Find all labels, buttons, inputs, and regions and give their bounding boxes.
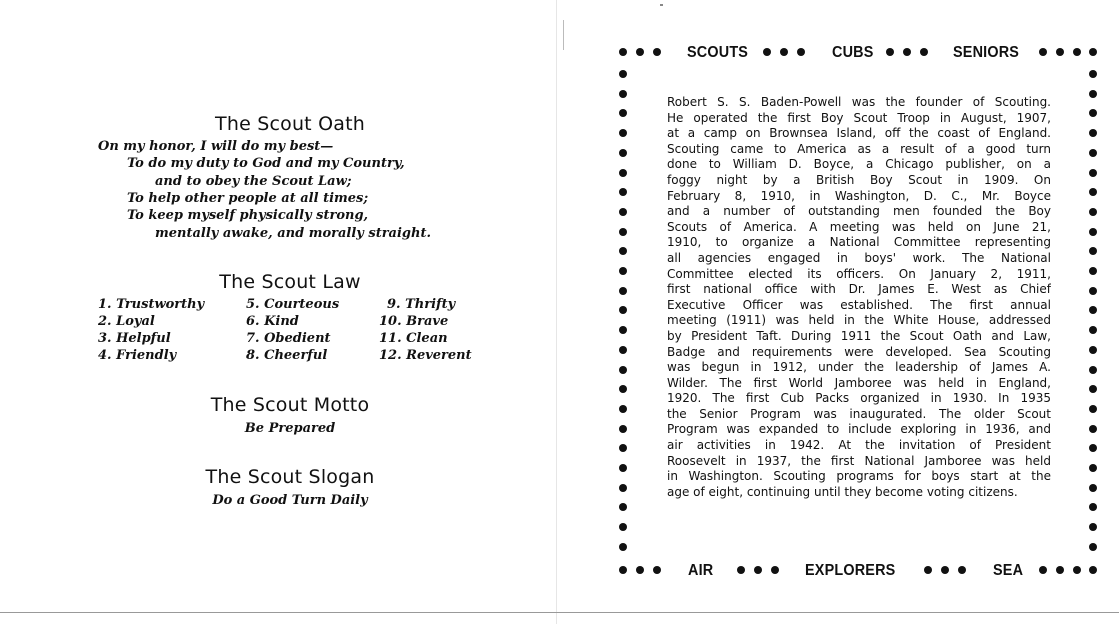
history-line: meeting (1911) was held in the White House, addressed: [667, 313, 1051, 328]
border-dot: [1039, 566, 1047, 574]
history-line: and a number of outstanding men founded the Boy: [667, 204, 1051, 219]
slogan-text: Do a Good Turn Daily: [212, 493, 368, 508]
border-dot: [1089, 405, 1097, 413]
border-dot: [619, 247, 627, 255]
history-line: in Washington. Scouting programs for boys start at the: [667, 469, 1051, 484]
history-line: air activities in 1942. At the invitation of President: [667, 438, 1051, 453]
oath-line: To keep myself physically strong,: [127, 208, 369, 223]
border-dot: [1089, 566, 1097, 574]
law-item: 5. Courteous: [246, 297, 340, 312]
law-item: 8. Cheerful: [246, 348, 328, 363]
border-dot: [619, 366, 627, 374]
border-dot: [619, 405, 627, 413]
border-dot: [1073, 566, 1081, 574]
law-item: 6. Kind: [246, 314, 299, 329]
border-dot: [619, 503, 627, 511]
law-item: 7. Obedient: [246, 331, 331, 346]
law-item: 9. Thrifty: [387, 297, 456, 312]
border-dot: [1089, 543, 1097, 551]
border-dot: [1073, 48, 1081, 56]
law-item: 1. Trustworthy: [98, 297, 205, 312]
law-title: The Scout Law: [219, 271, 361, 293]
slogan-title: The Scout Slogan: [205, 466, 375, 488]
border-dot: [1039, 48, 1047, 56]
border-dot: [619, 464, 627, 472]
border-dot: [1089, 267, 1097, 275]
history-line: Scouting came to America as a result of a good turn: [667, 141, 1051, 156]
border-dot: [619, 425, 627, 433]
border-dot: [619, 287, 627, 295]
border-dot: [619, 326, 627, 334]
oath-line: and to obey the Scout Law;: [155, 174, 352, 189]
border-dot: [619, 346, 627, 354]
history-line: 1910, to organize a National Committee representing: [667, 235, 1051, 250]
border-dot: [619, 129, 627, 137]
border-dot: [941, 566, 949, 574]
law-item: 11. Clean: [379, 331, 448, 346]
history-line: February 8, 1910, in Washington, D. C., Mr. Boyce: [667, 188, 1051, 203]
border-dot: [1089, 287, 1097, 295]
law-item: 4. Friendly: [98, 348, 177, 363]
border-dot: [619, 543, 627, 551]
border-dot: [636, 48, 644, 56]
law-item: 3. Helpful: [98, 331, 171, 346]
label-air: AIR: [688, 562, 714, 579]
history-line: was begun in 1912, under the leadership of James A.: [667, 360, 1051, 375]
border-dot: [1089, 129, 1097, 137]
border-dot: [763, 48, 771, 56]
border-dot: [619, 208, 627, 216]
border-dot: [1089, 247, 1097, 255]
border-dot: [1089, 366, 1097, 374]
border-dot: [1089, 188, 1097, 196]
border-dot: [1089, 208, 1097, 216]
border-dot: [1089, 326, 1097, 334]
border-dot: [886, 48, 894, 56]
border-dot: [619, 228, 627, 236]
motto-title: The Scout Motto: [210, 394, 370, 416]
law-item: 10. Brave: [379, 314, 449, 329]
oath-line: To do my duty to God and my Country,: [127, 156, 405, 171]
history-line: at a camp on Brownsea Island, off the coast of England.: [667, 126, 1051, 141]
border-dot: [1089, 523, 1097, 531]
border-dot: [653, 48, 661, 56]
border-dot: [754, 566, 762, 574]
history-line: 1920. The first Cub Packs organized in 1930. In 1935: [667, 391, 1051, 406]
history-line: first national office with Dr. James E. West as Chief: [667, 282, 1051, 297]
border-dot: [780, 48, 788, 56]
border-dot: [619, 267, 627, 275]
border-dot: [1089, 48, 1097, 56]
label-seniors: SENIORS: [953, 44, 1020, 61]
border-dot: [1089, 169, 1097, 177]
border-dot: [797, 48, 805, 56]
border-dot: [1056, 48, 1064, 56]
border-dot: [903, 48, 911, 56]
oath-title: The Scout Oath: [215, 113, 365, 135]
border-dot: [619, 566, 627, 574]
oath-line: On my honor, I will do my best—: [98, 139, 334, 154]
border-dot: [1089, 425, 1097, 433]
border-dot: [958, 566, 966, 574]
label-sea: SEA: [993, 562, 1024, 579]
border-dot: [1089, 484, 1097, 492]
border-dot: [1089, 503, 1097, 511]
history-line: He operated the first Boy Scout Troop in August, 1907,: [667, 110, 1051, 125]
border-dot: [619, 188, 627, 196]
law-item: 2. Loyal: [98, 314, 155, 329]
paper-speck: [660, 4, 663, 6]
border-dot: [636, 566, 644, 574]
border-dot: [1089, 464, 1097, 472]
border-dot: [1089, 444, 1097, 452]
border-dot: [619, 444, 627, 452]
border-dot: [619, 70, 627, 78]
label-scouts: SCOUTS: [687, 44, 749, 61]
history-line: Wilder. The first World Jamboree was held in England,: [667, 375, 1051, 390]
border-dot: [619, 109, 627, 117]
history-line: age of eight, continuing until they become voting citizens.: [667, 484, 1018, 499]
motto-text: Be Prepared: [244, 421, 336, 436]
border-dot: [1056, 566, 1064, 574]
bottom-edge-line: [0, 612, 1119, 613]
history-line: all agencies engaged in boys' work. The National: [667, 250, 1051, 265]
history-line: Committee elected its officers. On January 2, 1911,: [667, 266, 1051, 281]
scouting-history-text: [667, 95, 1051, 500]
history-line: Executive Officer was established. The first annual: [667, 297, 1051, 312]
border-dot: [1089, 149, 1097, 157]
label-cubs: CUBS: [832, 44, 874, 61]
border-dot: [619, 169, 627, 177]
border-dot: [1089, 228, 1097, 236]
border-dot: [619, 306, 627, 314]
history-line: foggy night by a British Boy Scout in 1909. On: [667, 172, 1051, 187]
border-dot: [771, 566, 779, 574]
history-line: Robert S. S. Baden-Powell was the founder of Scouting.: [667, 95, 1051, 109]
law-item: 12. Reverent: [379, 348, 472, 363]
border-dot: [619, 385, 627, 393]
border-dot: [619, 90, 627, 98]
border-dot: [1089, 385, 1097, 393]
history-line: Badge and requirements were developed. Sea Scouting: [667, 344, 1051, 359]
border-dot: [1089, 90, 1097, 98]
border-dot: [619, 523, 627, 531]
border-dot: [1089, 346, 1097, 354]
page-fold: [556, 0, 557, 624]
oath-line: mentally awake, and morally straight.: [155, 226, 431, 241]
history-line: Roosevelt in 1937, the first National Jamboree was held: [667, 453, 1051, 468]
history-line: by President Taft. During 1911 the Scout Oath and Law,: [667, 328, 1051, 343]
border-dot: [619, 149, 627, 157]
border-dot: [619, 484, 627, 492]
border-dot: [1089, 109, 1097, 117]
history-line: Program was expanded to include exploring in 1936, and: [667, 422, 1051, 437]
history-line: Scouts of America. A meeting was held on June 21,: [667, 219, 1051, 234]
border-dot: [737, 566, 745, 574]
history-line: done to William D. Boyce, a Chicago publisher, on a: [667, 157, 1051, 172]
border-dot: [619, 48, 627, 56]
history-line: the Senior Program was inaugurated. The older Scout: [667, 406, 1051, 421]
border-dot: [1089, 306, 1097, 314]
label-explorers: EXPLORERS: [805, 562, 896, 579]
border-dot: [924, 566, 932, 574]
paper-speck: [563, 20, 564, 50]
oath-line: To help other people at all times;: [127, 191, 369, 206]
border-dot: [920, 48, 928, 56]
border-dot: [653, 566, 661, 574]
border-dot: [1089, 70, 1097, 78]
